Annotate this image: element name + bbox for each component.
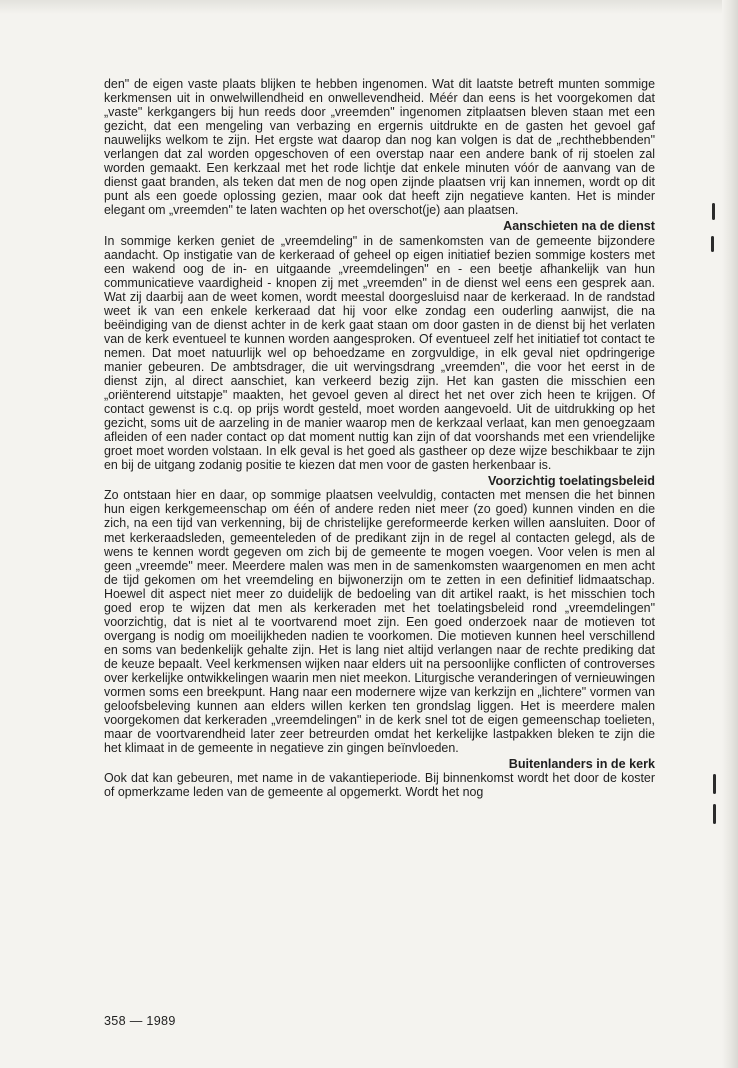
article-column	[104, 77, 655, 799]
section-heading-voorzichtig: Voorzichtig toelatingsbeleid	[488, 474, 655, 489]
paragraph-buitenlanders: Ook dat kan gebeuren, met name in de vakantieperiode. Bij binnenkomst wordt het door de koster of opmerkzame leden van de gemeente al opgemerkt. Wordt het nog	[104, 771, 655, 800]
paragraph-intro: den" de eigen vaste plaats blijken te hebben ingenomen. Wat dit laatste betreft munten sommige kerkmensen uit in onwelwillendheid en onwellevendheid. Méér dan eens is het voorgekomen dat „vaste" kerkgangers bij hun reeds door „vreemden" ingenomen zitplaatsen bleven staan met een gezicht, dat een mengeling van verbazing en ergernis uitdrukte en de gasten het gevoel gaf nauwelijks welkom te zijn. Het ergste wat daarop dan nog kan volgen is dat de „rechthebbenden" verlangen dat zal worden opgeschoven of een overstap naar een andere bank of rij stoelen zal worden gemaakt. Een kerkzaal met het rode lichtje dat enkele minuten vóór de aanvang van de dienst gaat branden, als teken dat men de nog open zijnde plaatsen vrij kan innemen, wordt op dit punt als een goede oplossing gezien, maar ook dat heeft zijn negatieve kanten. Het is minder elegant om „vreemden" te laten wachten op het overschot(je) aan plaatsen.	[104, 77, 655, 218]
page-number: 358 — 1989	[104, 1014, 176, 1028]
scan-top-shade	[0, 0, 738, 14]
paragraph-voorzichtig: Zo ontstaan hier en daar, op sommige plaatsen veelvuldig, contacten met mensen die het binnen hun eigen kerkgemeenschap om één of andere reden niet meer (zo goed) kunnen vinden en die zich, na een tijd van verkenning, bij de christelijke gereformeerde kerken willen aansluiten. Door of met kerkeraadsleden, gemeenteleden of de predikant zijn in de regel al contacten gelegd, als de wens te kennen wordt gegeven om zich bij de gemeente te mogen voegen. Voor velen is men al geen „vreemde" meer. Meerdere malen was men in de samenkomsten waargenomen en men acht de tijd gekomen om het vreemdeling en bijwonerzijn om te zetten in een definitief lidmaatschap. Hoewel dit aspect niet meer zo duidelijk de bedoeling van dit artikel raakt, is het misschien toch goed erop te wijzen dat men als kerkeraden met het toelatingsbeleid rond „vreemdelingen" voorzichtig, dat is niet al te voortvarend moet zijn. Een goed onderzoek naar de motieven tot overgang is nodig om moeilijkheden nadien te voorkomen. Die motieven kunnen heel verschillend en soms van bedenkelijk gehalte zijn. Het is lang niet altijd verlangen naar de rechte prediking dat de keuze bepaalt. Veel kerkmensen wijken naar elders uit na persoonlijke conflicten of controverses over kerkelijke ontwikkelingen waarin men niet meekon. Liturgische veranderingen of vernieuwingen vormen soms een breekpunt. Hang naar een modernere wijze van kerkzijn en „lichtere" vormen van geloofsbeleving kunnen aan elders willen kerken ten grondslag liggen. Het is meerdere malen voorgekomen dat kerkeraden „vreemdelingen" in de kerk snel tot de eigen gemeenschap toelieten, maar de voortvarendheid later zeer betreurden omdat het kerkelijke lastpakken bleken te zijn die het klimaat in de gemeente in negatieve zin gingen beïnvloeden.	[104, 488, 656, 756]
margin-mark	[711, 236, 714, 252]
section-heading-buitenlanders: Buitenlanders in de kerk	[508, 757, 655, 772]
section-heading-aanschieten: Aanschieten na de dienst	[503, 219, 655, 234]
page-edge-shadow	[722, 0, 738, 1068]
margin-mark	[712, 203, 715, 220]
margin-mark	[713, 804, 716, 824]
margin-mark	[713, 774, 716, 794]
paragraph-aanschieten: In sommige kerken geniet de „vreemdeling" in de samenkomsten van de gemeente bijzondere aandacht. Op instigatie van de kerkeraad of geheel op eigen initiatief bezien sommige kosters met een wakend oog de in- en uitgaande „vreemdelingen" en - een beetje afhankelijk van hun communicatieve vaardigheid - knopen zij met „vreemden" in de dienst wel eens een gesprek aan. Wat zij daarbij aan de weet komen, wordt meestal doorgesluisd naar de kerkeraad. In de randstad weet ik van een enkele kerkeraad dat hij voor elke zondag een ouderling aanwijst, die na beëindiging van de dienst achter in de kerk gaat staan om door gasten in de dienst bij het verlaten van de kerk eventueel te kunnen worden aangesproken. Of eventueel zelf het initiatief tot contact te nemen. Dat moet natuurlijk wel op behoedzame en zorgvuldige, in elk geval niet opdringerige manier gebeuren. De ambtsdrager, die uit wervingsdrang „vreemden", die voor het eerst in de dienst zijn, al direct aanschiet, kan verkeerd bezig zijn. Het kan gasten die misschien een „oriënterend uitstapje" maakten, het gevoel geven al direct het net over zich heen te krijgen. Of contact gewenst is c.q. op prijs wordt gesteld, moet worden aangevoeld. Uit de uitdrukking op het gezicht, soms uit de aarzeling in de manier waarop men de kerkzaal verlaat, kan men genoegzaam afleiden of een nader contact op dat moment nuttig kan zijn of dat voorshands met een vriendelijke groet moet worden volstaan. In elk geval is het goed als gastheer op deze wijze beschikbaar te zijn en bij de uitgang zodanig positie te kiezen dat men voor de gasten herkenbaar is.	[104, 233, 655, 473]
